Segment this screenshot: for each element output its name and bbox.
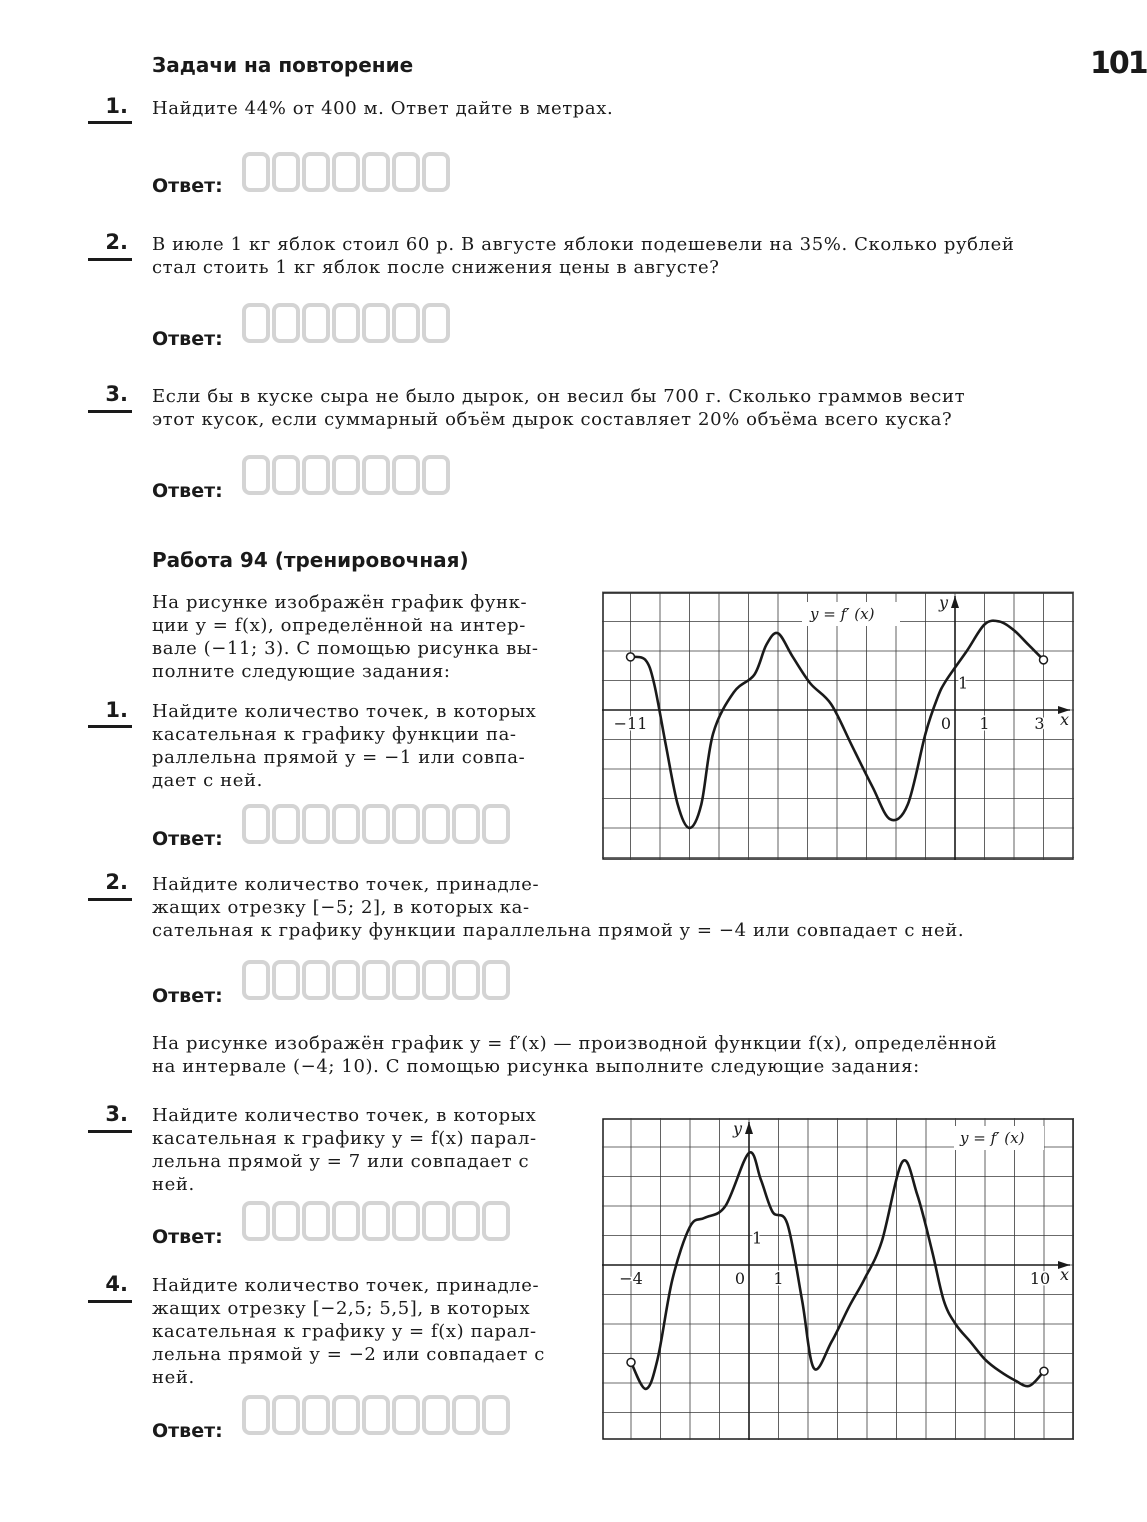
answer-cell[interactable] — [362, 1201, 390, 1241]
answer-cell[interactable] — [332, 1395, 360, 1435]
answer-cell[interactable] — [332, 303, 360, 343]
answer-cell[interactable] — [452, 1201, 480, 1241]
page-number: 101 — [1090, 46, 1147, 81]
answer-cell[interactable] — [422, 804, 450, 844]
chart-title: y = f′ (x) — [810, 605, 875, 623]
answer-cell[interactable] — [422, 152, 450, 192]
answer-cell[interactable] — [392, 152, 420, 192]
answer-cell[interactable] — [392, 960, 420, 1000]
chart-grid — [602, 592, 1074, 860]
answer-label: Ответ: — [152, 828, 223, 850]
answer-cell[interactable] — [452, 804, 480, 844]
y-tick-label-one: 1 — [752, 1228, 763, 1248]
answer-cell[interactable] — [392, 804, 420, 844]
task-text: Найдите количество точек, принадле- жащих отрезку [−5; 2], в которых ка- — [152, 874, 540, 918]
task-number-underline — [88, 258, 132, 261]
answer-cell[interactable] — [272, 1395, 300, 1435]
task-text: В июле 1 кг яблок стоил 60 р. В августе яблоки подешевели на 35%. Сколько рублей стал стоить 1 кг яблок после снижения цены в августе? — [152, 234, 1015, 278]
answer-cell[interactable] — [302, 152, 330, 192]
answer-cell[interactable] — [272, 804, 300, 844]
answer-cell[interactable] — [242, 804, 270, 844]
chart-title: y = f′ (x) — [960, 1129, 1025, 1147]
answer-boxes[interactable] — [242, 455, 452, 495]
origin-label: 0 — [940, 714, 952, 733]
answer-cell[interactable] — [422, 303, 450, 343]
answer-boxes[interactable] — [242, 1395, 512, 1435]
answer-cell[interactable] — [242, 1395, 270, 1435]
answer-label: Ответ: — [152, 328, 223, 350]
open-endpoint-right — [1040, 1367, 1048, 1375]
answer-cell[interactable] — [362, 455, 390, 495]
answer-cell[interactable] — [332, 960, 360, 1000]
answer-cell[interactable] — [362, 1395, 390, 1435]
answer-cell[interactable] — [482, 1201, 510, 1241]
answer-cell[interactable] — [242, 960, 270, 1000]
task-number-underline — [88, 410, 132, 413]
answer-boxes[interactable] — [242, 152, 452, 192]
answer-cell[interactable] — [452, 960, 480, 1000]
task-number-underline — [88, 121, 132, 124]
answer-boxes[interactable] — [242, 960, 512, 1000]
task-text: Найдите количество точек, принадле- жащих отрезку [−2,5; 5,5], в которых касательная к графику y = f(x) парал- лельна прямой y = −2 или совпадает с ней. — [152, 1275, 545, 1388]
y-axis-arrow-icon — [745, 1122, 753, 1134]
answer-cell[interactable] — [302, 1395, 330, 1435]
answer-label: Ответ: — [152, 480, 223, 502]
chart-border — [603, 593, 1073, 859]
review-title: Задачи на повторение — [152, 53, 414, 77]
answer-cell[interactable] — [302, 1201, 330, 1241]
answer-cell[interactable] — [392, 303, 420, 343]
origin-label: 0 — [734, 1269, 746, 1288]
y-axis-arrow-icon — [951, 596, 959, 608]
answer-cell[interactable] — [482, 1395, 510, 1435]
open-endpoint-right — [1040, 656, 1048, 664]
answer-cell[interactable] — [242, 152, 270, 192]
task-number: 1. — [105, 94, 128, 118]
graph-f-prime-chart-1 — [602, 592, 1074, 860]
x-tick-label-left: −4 — [619, 1269, 643, 1288]
answer-boxes[interactable] — [242, 1201, 512, 1241]
answer-cell[interactable] — [362, 303, 390, 343]
answer-cell[interactable] — [242, 455, 270, 495]
answer-cell[interactable] — [422, 1201, 450, 1241]
x-tick-label-left: −11 — [613, 714, 648, 733]
answer-cell[interactable] — [302, 804, 330, 844]
answer-cell[interactable] — [332, 804, 360, 844]
answer-cell[interactable] — [362, 960, 390, 1000]
answer-cell[interactable] — [392, 1201, 420, 1241]
open-endpoint-left — [627, 1358, 635, 1366]
y-tick-label-one: 1 — [958, 673, 969, 693]
answer-cell[interactable] — [272, 303, 300, 343]
answer-cell[interactable] — [332, 1201, 360, 1241]
task-text: Найдите количество точек, в которых касательная к графику y = f(x) парал- лельна прямой y = 7 или совпадает с ней. — [152, 1105, 537, 1195]
task-text: Найдите количество точек, в которых касательная к графику функции па- раллельна прямой y = −1 или совпа- дает с ней. — [152, 701, 537, 791]
x-tick-label-one: 1 — [979, 714, 990, 733]
answer-boxes[interactable] — [242, 303, 452, 343]
x-tick-label-one: 1 — [773, 1269, 784, 1288]
answer-label: Ответ: — [152, 985, 223, 1007]
answer-cell[interactable] — [482, 960, 510, 1000]
work-title: Работа 94 (тренировочная) — [152, 548, 469, 572]
answer-cell[interactable] — [452, 1395, 480, 1435]
answer-cell[interactable] — [362, 152, 390, 192]
answer-cell[interactable] — [422, 455, 450, 495]
task-number: 1. — [105, 698, 128, 722]
answer-boxes[interactable] — [242, 804, 512, 844]
answer-label: Ответ: — [152, 1226, 223, 1248]
graph-f-prime-chart-2 — [602, 1118, 1074, 1440]
task-number: 2. — [105, 230, 128, 254]
answer-cell[interactable] — [242, 303, 270, 343]
y-axis-label: y — [939, 593, 949, 612]
task-number-underline — [88, 898, 132, 901]
answer-cell[interactable] — [242, 1201, 270, 1241]
task-text: Найдите 44% от 400 м. Ответ дайте в метрах. — [152, 98, 614, 119]
x-axis-label: x — [1060, 1265, 1070, 1284]
y-axis-label: y — [733, 1119, 743, 1138]
answer-label: Ответ: — [152, 175, 223, 197]
answer-cell[interactable] — [332, 152, 360, 192]
task-number: 3. — [105, 382, 128, 406]
answer-cell[interactable] — [332, 455, 360, 495]
answer-cell[interactable] — [302, 455, 330, 495]
x-axis-label: x — [1060, 710, 1070, 729]
answer-label: Ответ: — [152, 1420, 223, 1442]
intro-text: На рисунке изображён график функ- ции y = f(x), определённой на интер- вале (−11; 3). С помощью рисунка вы- полните следующие задания: — [152, 592, 539, 682]
answer-cell[interactable] — [272, 1201, 300, 1241]
x-tick-label-right: 3 — [1034, 714, 1045, 733]
task-text-continued: сательная к графику функции параллельна прямой y = −4 или совпадает с ней. — [152, 920, 965, 941]
task-number: 2. — [105, 870, 128, 894]
answer-cell[interactable] — [422, 1395, 450, 1435]
open-endpoint-left — [627, 653, 635, 661]
task-number: 4. — [105, 1272, 128, 1296]
answer-cell[interactable] — [302, 303, 330, 343]
task-number: 3. — [105, 1102, 128, 1126]
answer-cell[interactable] — [392, 1395, 420, 1435]
task-number-underline — [88, 1300, 132, 1303]
answer-cell[interactable] — [272, 960, 300, 1000]
task-number-underline — [88, 1130, 132, 1133]
answer-cell[interactable] — [422, 960, 450, 1000]
answer-cell[interactable] — [482, 804, 510, 844]
intro-text: На рисунке изображён график y = f′(x) — производной функции f(x), определённой на интервале (−4; 10). С помощью рисунка выполните следующие задания: — [152, 1033, 998, 1077]
answer-cell[interactable] — [272, 455, 300, 495]
answer-cell[interactable] — [302, 960, 330, 1000]
answer-cell[interactable] — [362, 804, 390, 844]
task-number-underline — [88, 725, 132, 728]
answer-cell[interactable] — [272, 152, 300, 192]
task-text: Если бы в куске сыра не было дырок, он весил бы 700 г. Сколько граммов весит этот кусок, если суммарный объём дырок составляет 20% объёма всего куска? — [152, 386, 966, 430]
x-tick-label-right: 10 — [1029, 1269, 1051, 1288]
answer-cell[interactable] — [392, 455, 420, 495]
